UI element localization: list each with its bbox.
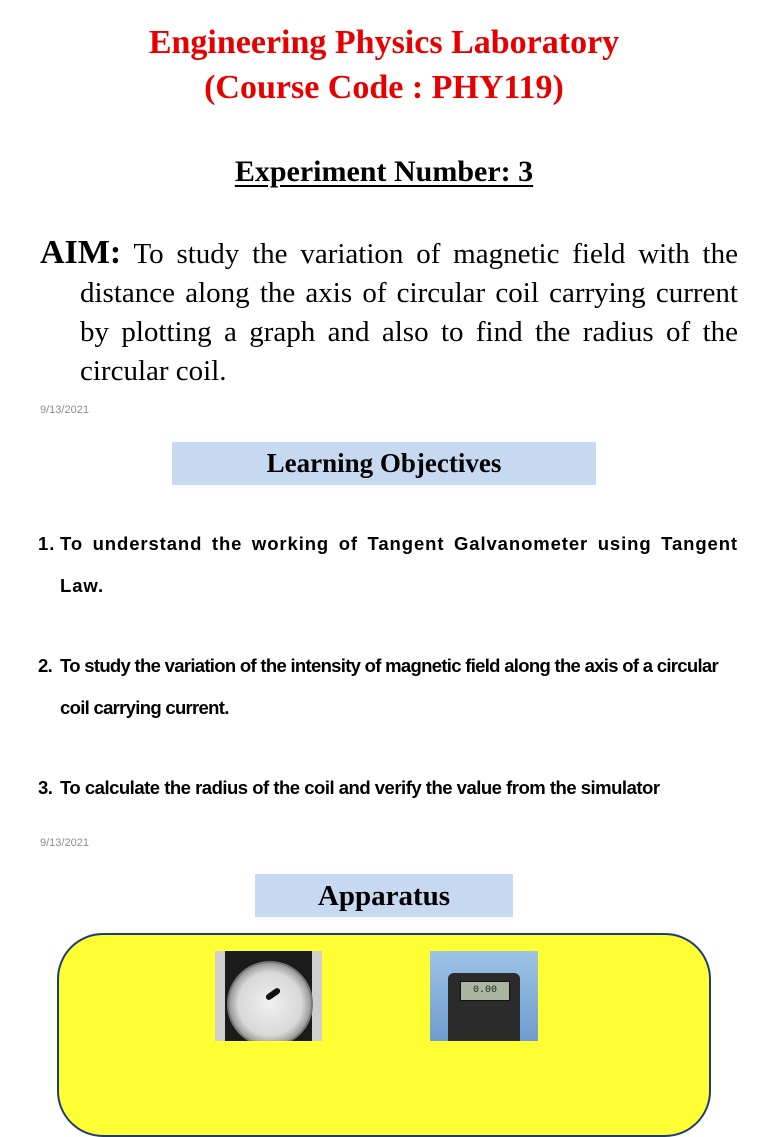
apparatus-panel <box>57 933 711 1137</box>
slide-date-1: 9/13/2021 <box>40 404 89 416</box>
aim-paragraph <box>40 233 738 391</box>
galvanometer-frame-left <box>215 951 225 1041</box>
galvanometer-frame-right <box>312 951 322 1041</box>
objective-item-3 <box>38 767 738 809</box>
digital-meter-image <box>430 951 538 1041</box>
aim-text: To study the variation of magnetic field with the distance along the axis of circular coil carrying current by plotting a graph and also to find the radius of the circular coil. <box>80 238 738 387</box>
experiment-number-heading: Experiment Number: 3 <box>234 155 534 188</box>
slide-date-2: 9/13/2021 <box>40 837 89 849</box>
objective-text: To study the variation of the intensity of magnetic field along the axis of a circular coil carrying current. <box>60 655 718 718</box>
tangent-galvanometer-image <box>215 951 322 1041</box>
objective-number: 2. <box>38 655 53 676</box>
compass-dial-icon <box>227 961 313 1041</box>
objective-number: 1. <box>38 533 56 554</box>
aim-label: AIM: <box>40 234 122 271</box>
objective-item-1 <box>38 523 738 607</box>
objective-number: 3. <box>38 777 53 798</box>
objective-text: To understand the working of Tangent Galvanometer using Tangent Law. <box>60 533 738 596</box>
learning-objectives-heading: Learning Objectives <box>172 442 596 485</box>
meter-display: 0.00 <box>460 981 510 1001</box>
objective-item-2 <box>38 645 738 729</box>
page-title-line-2: (Course Code : PHY119) <box>204 69 564 106</box>
apparatus-heading: Apparatus <box>255 874 513 917</box>
page-title-line-1: Engineering Physics Laboratory <box>148 24 620 61</box>
objective-text: To calculate the radius of the coil and verify the value from the simulator <box>60 777 660 798</box>
